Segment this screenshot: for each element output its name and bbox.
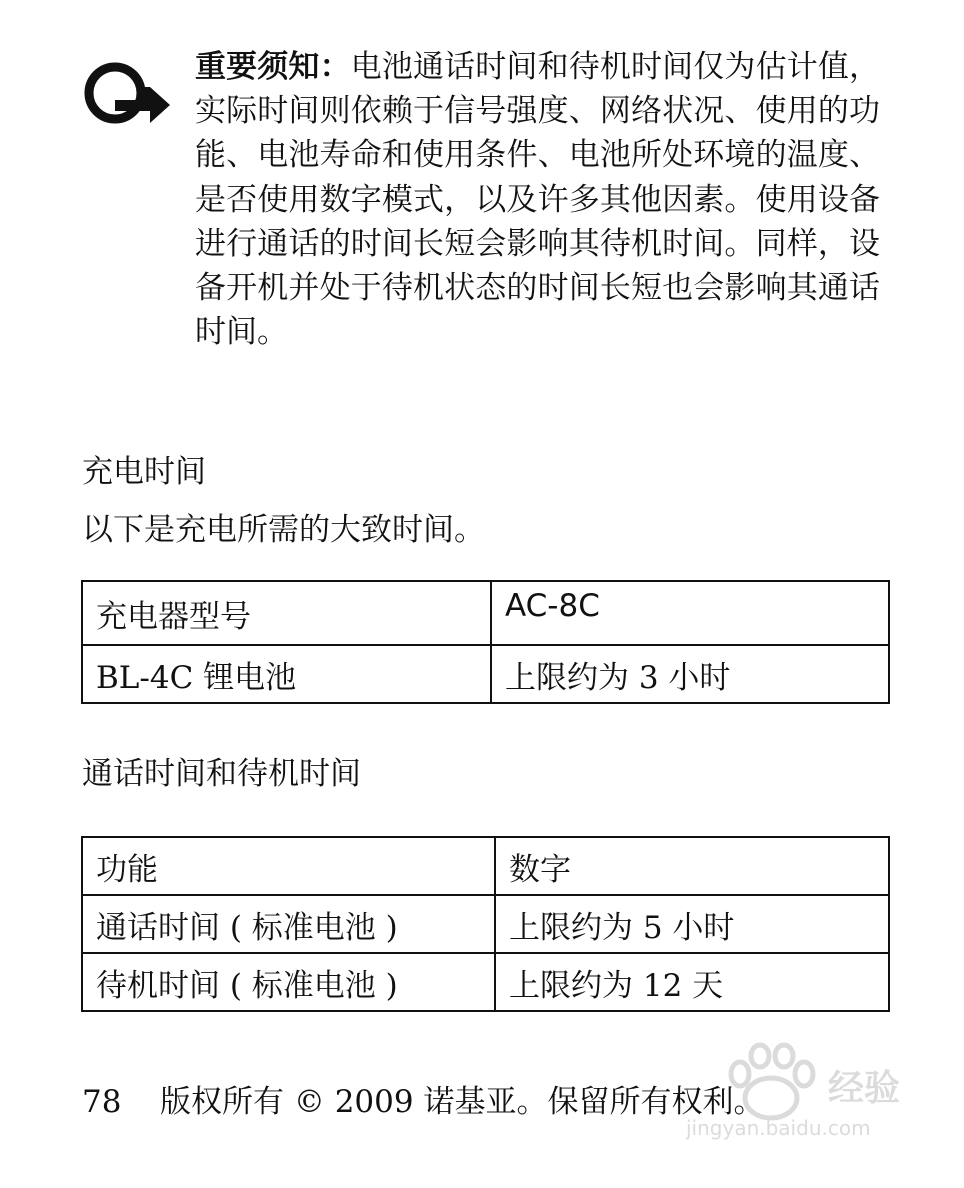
table-cell: 上限约为 3 小时: [491, 645, 889, 703]
watermark: [686, 1042, 916, 1152]
copyright-text: 版权所有 © 2009 诺基亚。保留所有权利。: [160, 1084, 765, 1120]
info-hand-icon: [82, 55, 172, 130]
charging-time-heading: 充电时间: [82, 454, 206, 490]
table-cell: 上限约为 5 小时: [495, 895, 889, 953]
table-row: [82, 953, 889, 1011]
charging-table: [81, 580, 890, 704]
talk-standby-table: [81, 836, 890, 1012]
table-cell: 待机时间 ( 标准电池 ): [82, 953, 495, 1011]
page-number: 78: [82, 1084, 122, 1120]
watermark-brand: 经验: [828, 1068, 901, 1109]
table-header-cell: 功能: [82, 837, 495, 895]
page-footer: [82, 1082, 764, 1122]
table-row: [82, 645, 889, 703]
notice-body: 电池通话时间和待机时间仅为估计值，实际时间则依赖于信号强度、网络状况、使用的功能、电池寿命和使用条件、电池所处环境的温度、是否使用数字模式，以及许多其他因素。使用设备进行通话的时间长短会影响其待机时间。同样，设备开机并处于待机状态的时间长短也会影响其通话时间。: [195, 49, 881, 351]
notice-paragraph: [195, 45, 880, 354]
watermark-url: jingyan.baidu.com: [686, 1116, 871, 1140]
table-cell: BL-4C 锂电池: [82, 645, 491, 703]
charging-intro: 以下是充电所需的大致时间。: [82, 512, 485, 548]
table-header-row: [82, 837, 889, 895]
table-cell: 上限约为 12 天: [495, 953, 889, 1011]
table-cell: 通话时间 ( 标准电池 ): [82, 895, 495, 953]
table-row: [82, 895, 889, 953]
notice-label: 重要须知：: [195, 49, 351, 85]
table-header-cell: 充电器型号: [82, 581, 491, 645]
talk-standby-heading: 通话时间和待机时间: [82, 756, 361, 792]
baidu-paw-icon: [716, 1042, 826, 1122]
table-header-cell: 数字: [495, 837, 889, 895]
table-header-row: [82, 581, 889, 645]
table-header-cell: AC-8C: [491, 581, 889, 645]
